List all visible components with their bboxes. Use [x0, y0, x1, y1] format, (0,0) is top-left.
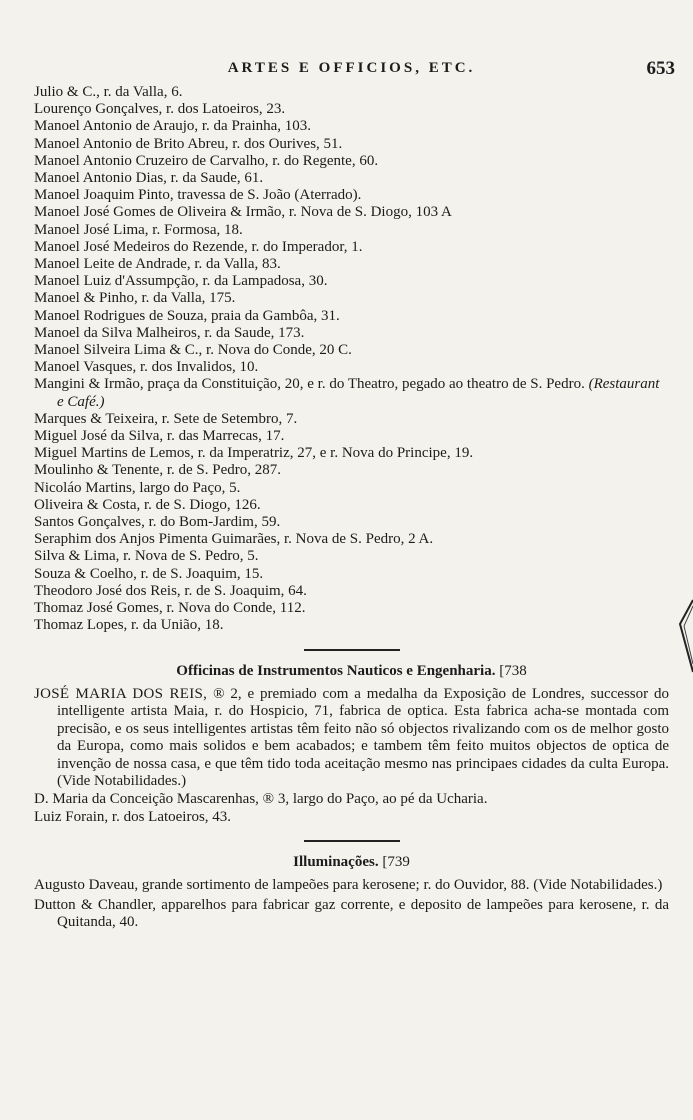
list-item: Silva & Lima, r. Nova de S. Pedro, 5. [34, 548, 259, 565]
section-heading-instrumentos [34, 663, 669, 680]
list-item: Miguel José da Silva, r. das Marrecas, 17. [34, 428, 285, 445]
entry-text-b: 3, largo do Paço, ao pé da Ucharia. [277, 791, 488, 808]
directory-list [34, 84, 669, 635]
list-item: Santos Gonçalves, r. do Bom-Jardim, 59. [34, 514, 281, 531]
list-item: Thomaz Lopes, r. da União, 18. [34, 617, 224, 634]
list-item: Marques & Teixeira, r. Sete de Setembro, 7. [34, 410, 298, 427]
section-divider [304, 840, 400, 842]
list-item: Miguel Martins de Lemos, r. da Imperatriz, 27, e r. Nova do Principe, 19. [34, 445, 474, 462]
section-number: [738 [499, 662, 527, 679]
list-item-mangini [34, 376, 669, 410]
entry-name: JOSÉ MARIA DOS REIS, [34, 685, 208, 702]
list-item: Manoel Vasques, r. dos Invalidos, 10. [34, 359, 259, 376]
section-heading-illuminacoes [34, 854, 669, 871]
entry-text-a: D. Maria da Conceição Mascarenhas, [34, 791, 259, 808]
page-number: 653 [646, 58, 675, 79]
list-item: Lourenço Gonçalves, r. dos Latoeiros, 23. [34, 101, 286, 118]
mangini-text: Mangini & Irmão, praça da Constituição, 20, e r. do Theatro, pegado ao theatro de S. Pedro. [34, 376, 585, 393]
list-item: Manoel Leite de Andrade, r. da Valla, 83. [34, 256, 281, 273]
list-item: Manoel José Gomes de Oliveira & Irmão, r. Nova de S. Diogo, 103 A [34, 204, 452, 221]
list-item: Thomaz José Gomes, r. Nova do Conde, 112. [34, 600, 306, 617]
registered-mark-icon: ® [262, 791, 275, 808]
list-item: Manoel & Pinho, r. da Valla, 175. [34, 290, 236, 307]
list-item: Oliveira & Costa, r. de S. Diogo, 126. [34, 496, 261, 513]
list-item: Manoel Silveira Lima & C., r. Nova do Conde, 20 C. [34, 342, 352, 359]
registered-mark-icon: ® [213, 685, 225, 702]
section-title: Officinas de Instrumentos Nauticos e Engenharia. [176, 662, 496, 679]
list-item: Manoel José Medeiros do Rezende, r. do Imperador, 1. [34, 238, 363, 255]
entry-jose-maria-dos-reis [34, 686, 669, 792]
list-item: Manoel Rodrigues de Souza, praia da Gambôa, 31. [34, 307, 340, 324]
list-item: Manoel Antonio de Araujo, r. da Prainha, 103. [34, 118, 312, 135]
list-item: Manoel Joaquim Pinto, travessa de S. João (Aterrado). [34, 187, 362, 204]
list-item: Seraphim dos Anjos Pimenta Guimarães, r. Nova de S. Pedro, 2 A. [34, 531, 434, 548]
entry-forain: Luiz Forain, r. dos Latoeiros, 43. [34, 808, 232, 825]
list-item: Manoel Antonio de Brito Abreu, r. dos Ourives, 51. [34, 135, 343, 152]
list-item: Manoel Antonio Dias, r. da Saude, 61. [34, 170, 264, 187]
entry-mascarenhas [34, 791, 669, 809]
running-title: ARTES E OFFICIOS, ETC. [227, 60, 476, 76]
list-item: Manoel Luiz d'Assumpção, r. da Lampadosa, 30. [34, 273, 328, 290]
list-item: Manoel da Silva Malheiros, r. da Saude, 173. [34, 324, 305, 341]
entry-daveau: Augusto Daveau, grande sortimento de lampeões para kerosene; r. do Ouvidor, 88. (Vide Notabilidades.) [34, 877, 663, 894]
section-title: Illuminações. [293, 854, 379, 871]
page-content [34, 58, 675, 932]
section-number: [739 [382, 854, 410, 871]
section-divider [304, 649, 400, 651]
list-item: Manoel Antonio Cruzeiro de Carvalho, r. do Regente, 60. [34, 152, 379, 169]
list-item: Moulinho & Tenente, r. de S. Pedro, 287. [34, 462, 281, 479]
list-item: Julio & C., r. da Valla, 6. [34, 84, 183, 100]
entry-dutton-chandler: Dutton & Chandler, apparelhos para fabricar gaz corrente, e deposito de lampeões para kerosene, r. da Quitanda, 40. [34, 896, 669, 931]
entry-text: 2, e premiado com a medalha da Exposição de Londres, successor do intelligente artista Maia, r. do Hospicio, 71, fabrica de optica. Esta fabrica acha-se montada com precisão, e os seus intelligentes artistas têm feito não só objectos rivalizando com os de melhor gosto da Europa, como mais solidos e bem acabados; e tambem têm feito muitos objectos de optica de invenção de nossa casa, e que têm tido toda aceitação mesmo nas principaes cidades da culta Europa. (Vide Notabilidades.) [57, 685, 669, 790]
list-item: Nicoláo Martins, largo do Paço, 5. [34, 479, 241, 496]
list-item: Manoel José Lima, r. Formosa, 18. [34, 221, 243, 238]
list-item: Theodoro José dos Reis, r. de S. Joaquim, 64. [34, 582, 307, 599]
page-edge-clip-icon [677, 598, 693, 678]
mangini-note: (Restaurant e Café.) [57, 376, 660, 410]
page-header [34, 58, 675, 84]
list-item: Souza & Coelho, r. de S. Joaquim, 15. [34, 565, 264, 582]
